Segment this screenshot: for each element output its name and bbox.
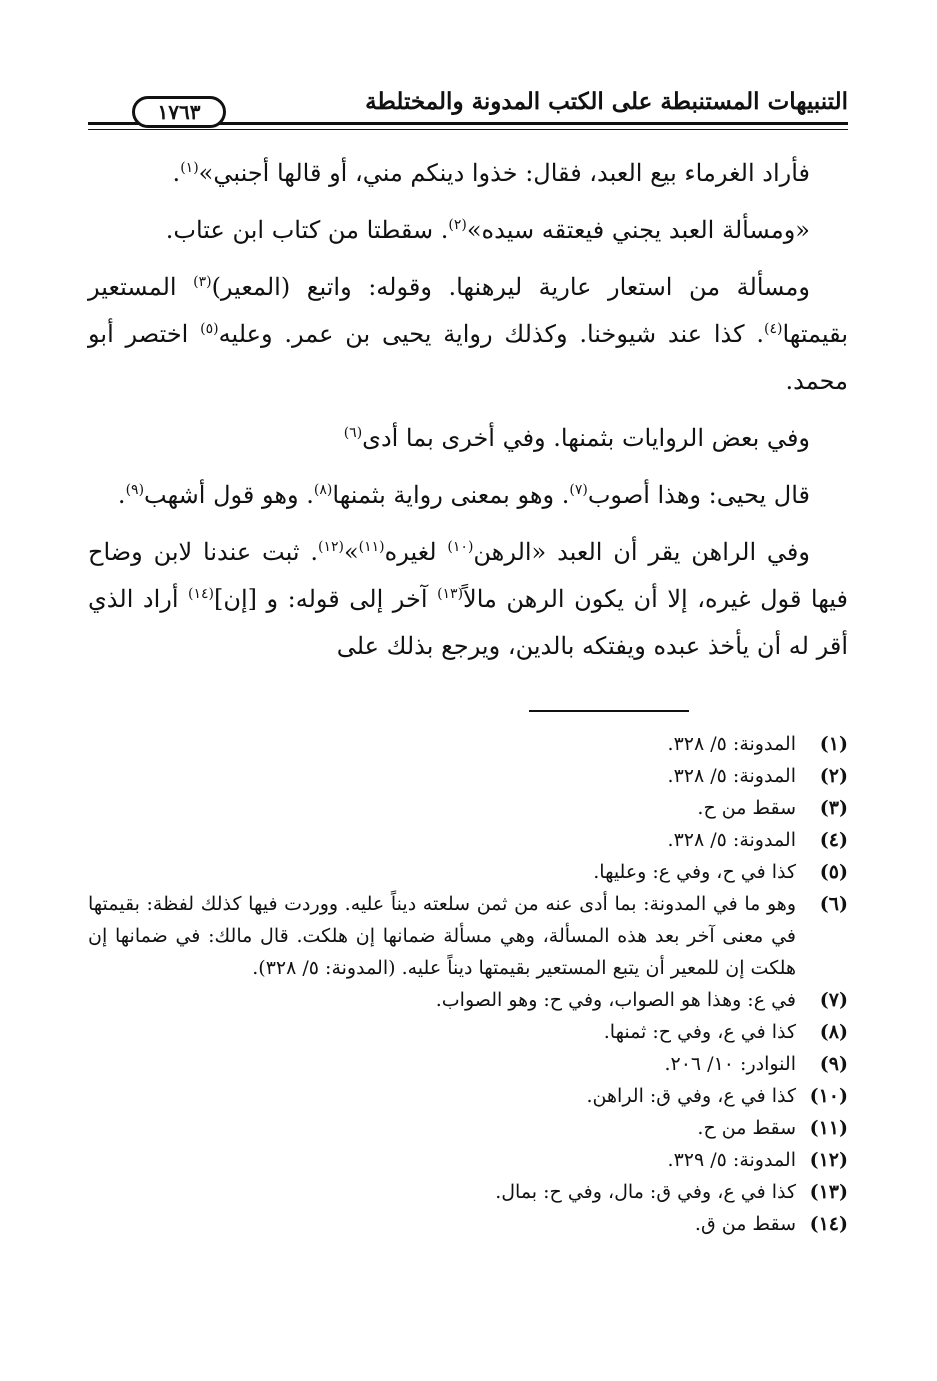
footnote-ref: (٥)	[200, 321, 219, 337]
footnote-separator	[529, 710, 689, 712]
footnote-number: (١٢)	[809, 1149, 848, 1171]
paragraph-4	[88, 415, 848, 462]
footnote-number: (١١)	[809, 1117, 848, 1139]
text-run: ومسألة من استعار عارية ليرهنها. وقوله: واتبع (المعير)	[211, 273, 810, 301]
footnote-text: المدونة: ٥/ ٣٢٨.	[667, 765, 796, 787]
footnote-number: (٤)	[819, 829, 848, 851]
footnote	[88, 824, 848, 856]
footnote-number: (٢)	[819, 765, 848, 787]
footnote	[88, 1208, 848, 1240]
footnote-text: سقط من ق.	[694, 1213, 796, 1235]
footnote	[88, 1016, 848, 1048]
text-run: آخر إلى قوله: و [إن]	[214, 585, 438, 613]
text-run: «ومسألة العبد يجني فيعتقه سيده»	[466, 216, 810, 244]
footnote-number: (١٤)	[809, 1213, 848, 1235]
footnote-text: سقط من ح.	[697, 1117, 796, 1139]
footnote-ref: (٦)	[343, 425, 363, 441]
footnote-ref: (٢)	[448, 217, 467, 233]
footnote-text: المدونة: ٥/ ٣٢٨.	[667, 733, 796, 755]
footnote-number: (٣)	[819, 797, 848, 819]
text-run: أراد الذي أقر له أن يأخذ عبده ويفتكه بالدين، ويرجع بذلك على	[88, 585, 848, 660]
paragraph-3	[88, 264, 848, 405]
text-run: . ثبت عندنا لابن وضاح فيها قول غيره، إلا أن يكون الرهن مالاً	[88, 538, 849, 613]
paragraph-2	[88, 207, 848, 254]
page-number: ١٧٦٣	[132, 96, 226, 128]
text-run: وفي بعض الروايات بثمنها. وفي أخرى بما أدى	[362, 424, 810, 452]
header-rule-thin	[88, 129, 848, 130]
footnote-number: (٦)	[819, 893, 848, 915]
text-run: . كذا عند شيوخنا. وكذلك رواية يحيى بن عمر. وعليه	[218, 320, 764, 348]
footnote-ref: (١)	[180, 160, 199, 176]
footnote-ref: (١١)	[358, 539, 385, 555]
text-run: وفي الراهن يقر أن العبد «الرهن	[473, 538, 810, 566]
footnote-text: المدونة: ٥/ ٣٢٨.	[667, 829, 796, 851]
footnote	[88, 856, 848, 888]
footnote-number: (٨)	[819, 1021, 848, 1043]
paragraph-5	[88, 472, 848, 519]
text-run: . وهو بمعنى رواية بثمنها	[332, 481, 570, 509]
footnote-ref: (١٢)	[317, 539, 344, 555]
footnote	[88, 1112, 848, 1144]
text-run: .	[117, 481, 126, 509]
paragraph-6	[88, 529, 848, 670]
footnote	[88, 1176, 848, 1208]
footnote	[88, 1048, 848, 1080]
footnote-number: (١٣)	[809, 1181, 848, 1203]
footnote-ref: (٧)	[569, 482, 588, 498]
footnote	[88, 792, 848, 824]
main-text	[88, 150, 848, 680]
footnote	[88, 1144, 848, 1176]
footnote-ref: (٨)	[313, 482, 333, 498]
footnote	[88, 1080, 848, 1112]
footnote-number: (٩)	[819, 1053, 848, 1075]
footnote-text: كذا في ح، وفي ع: وعليها.	[593, 861, 796, 883]
footnote-ref: (١٤)	[188, 586, 214, 602]
footnote-text: وهو ما في المدونة: بما أدى عنه من ثمن سلعته ديناً عليه. ووردت فيها كذلك لفظة: بقيمتها في معنى آخر بعد هذه المسألة، وهي مسألة ضمانها إن هلكت. قال مالك: في ضمانها إن هلكت إن للمعير أن يتبع المستعير بقيمتها ديناً عليه. (المدونة: ٥/ ٣٢٨).	[88, 893, 796, 979]
footnote-ref: (٣)	[193, 274, 212, 290]
text-run: لغيره	[384, 538, 448, 566]
footnote-number: (١)	[819, 733, 848, 755]
text-run: »	[343, 538, 359, 566]
footnote-text: المدونة: ٥/ ٣٢٩.	[667, 1149, 796, 1171]
footnote-text: كذا في ع، وفي ح: ثمنها.	[603, 1021, 796, 1043]
footnote	[88, 760, 848, 792]
footnotes	[88, 728, 848, 1240]
text-run: . وهو قول أشهب	[144, 481, 314, 509]
footnote-number: (١٠)	[809, 1085, 848, 1107]
footnote-number: (٥)	[819, 861, 848, 883]
footnote	[88, 984, 848, 1016]
text-run: فأراد الغرماء بيع العبد، فقال: خذوا دينكم مني، أو قالها أجنبي»	[198, 159, 810, 187]
paragraph-1	[88, 150, 848, 197]
page-header	[88, 84, 848, 140]
text-run: . سقطتا من كتاب ابن عتاب.	[165, 216, 449, 244]
text-run: قال يحيى: وهذا أصوب	[587, 481, 810, 509]
text-run: اختصر أبو محمد.	[88, 320, 848, 395]
footnote-text: كذا في ع، وفي ق: الراهن.	[586, 1085, 796, 1107]
text-run: .	[172, 159, 181, 187]
footnote-ref: (١٠)	[447, 539, 474, 555]
footnote-ref: (٤)	[763, 321, 783, 337]
running-title: التنبيهات المستنبطة على الكتب المدونة والمختلطة	[365, 88, 848, 115]
footnote	[88, 888, 848, 984]
footnote-text: كذا في ع، وفي ق: مال، وفي ح: بمال.	[495, 1181, 796, 1203]
footnote	[88, 728, 848, 760]
footnote-text: النوادر: ١٠/ ٢٠٦.	[664, 1053, 796, 1075]
footnote-ref: (١٣)	[437, 586, 464, 602]
footnote-ref: (٩)	[125, 482, 145, 498]
text-run: المستعير بقيمتها	[88, 273, 848, 348]
footnote-number: (٧)	[819, 989, 848, 1011]
footnote-text: في ع: وهذا هو الصواب، وفي ح: وهو الصواب.	[435, 989, 796, 1011]
footnote-text: سقط من ح.	[697, 797, 796, 819]
